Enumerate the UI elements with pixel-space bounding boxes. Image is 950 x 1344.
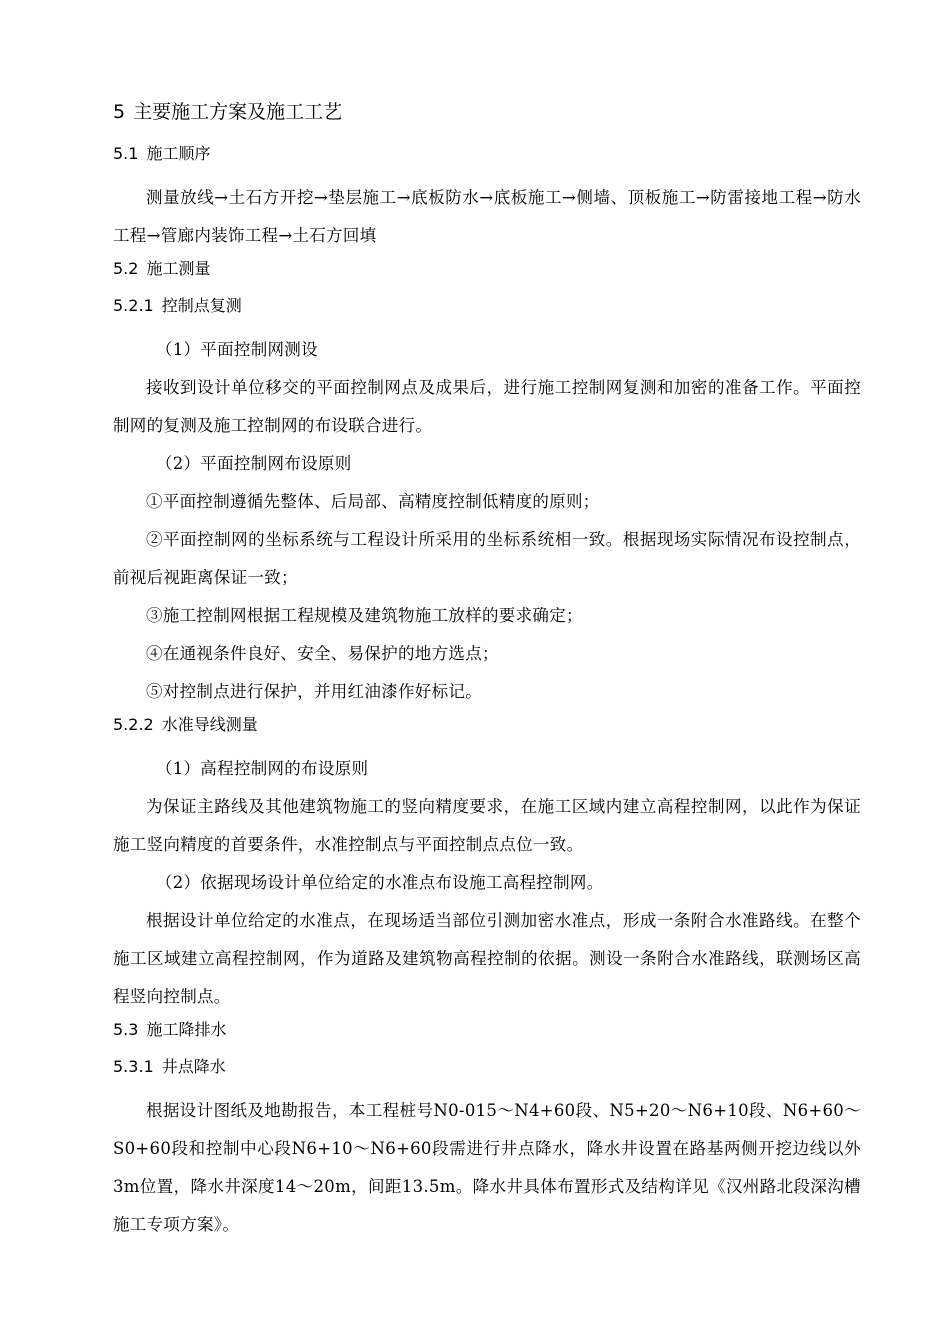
section-number: 5.3.1 [113, 1057, 154, 1076]
section-5-3-1-heading [113, 1055, 861, 1079]
section-title: 控制点复测 [161, 296, 242, 315]
section-5-2-2-heading [113, 713, 861, 737]
paragraph: 根据设计单位给定的水准点，在现场适当部位引测加密水准点，形成一条附合水准路线。在整个施工区域建立高程控制网，作为道路及建筑物高程控制的依据。测设一条附合水准路线，联测场区高程竖向控制点。 [113, 911, 861, 1006]
paragraph: 为保证主路线及其他建筑物施工的竖向精度要求，在施工区域内建立高程控制网，以此作为保证施工竖向精度的首要条件，水准控制点与平面控制点点位一致。 [113, 797, 861, 854]
section-number: 5.1 [113, 144, 139, 163]
section-number: 5.2 [113, 259, 139, 278]
section-number: 5.3 [113, 1020, 139, 1039]
paragraph: （1）平面控制网测设 [155, 340, 318, 359]
section-5-2-heading [113, 257, 861, 281]
paragraph: ④在通视条件良好、安全、易保护的地方选点； [146, 644, 499, 663]
section-title: 主要施工方案及施工工艺 [133, 101, 343, 123]
section-title: 施工降排水 [146, 1020, 227, 1039]
section-number: 5.2.2 [113, 715, 154, 734]
paragraph: 接收到设计单位移交的平面控制网点及成果后，进行施工控制网复测和加密的准备工作。平面控制网的复测及施工控制网的布设联合进行。 [113, 378, 861, 435]
section-number: 5.2.1 [113, 296, 154, 315]
section-title: 井点降水 [161, 1057, 226, 1076]
paragraph: （2）平面控制网布设原则 [155, 454, 352, 473]
paragraph: （1）高程控制网的布设原则 [155, 759, 369, 778]
paragraph: （2）依据现场设计单位给定的水准点布设施工高程控制网。 [155, 873, 604, 892]
paragraph: ⑤对控制点进行保护，并用红油漆作好标记。 [146, 682, 482, 701]
section-5-2-1-heading [113, 294, 861, 318]
section-number: 5 [113, 101, 126, 123]
section-title: 施工顺序 [146, 144, 211, 163]
section-title: 施工测量 [146, 259, 211, 278]
paragraph: ②平面控制网的坐标系统与工程设计所采用的坐标系统相一致。根据现场实际情况布设控制点，前视后视距离保证一致； [113, 530, 861, 587]
paragraph: ③施工控制网根据工程规模及建筑物施工放样的要求确定； [146, 606, 583, 625]
construction-sequence-paragraph: 测量放线→土石方开挖→垫层施工→底板防水→底板施工→侧墙、顶板施工→防雷接地工程→防水工程→管廊内装饰工程→土石方回填 [113, 188, 861, 245]
section-5-1-heading [113, 142, 861, 166]
section-5-heading [113, 98, 861, 126]
document-content [113, 98, 861, 1244]
paragraph: ①平面控制遵循先整体、后局部、高精度控制低精度的原则； [146, 492, 600, 511]
section-title: 水准导线测量 [161, 715, 258, 734]
dewatering-paragraph: 根据设计图纸及地勘报告，本工程桩号N0-015～N4+60段、N5+20～N6+10段、N6+60～S0+60段和控制中心段N6+10～N6+60段需进行井点降水，降水井设置在路基两侧开挖边线以外3m位置，降水井深度14～20m，间距13.5m。降水井具体布置形式及结构详见《汉州路北段深沟槽施工专项方案》。 [113, 1101, 861, 1234]
section-5-3-heading [113, 1018, 861, 1042]
